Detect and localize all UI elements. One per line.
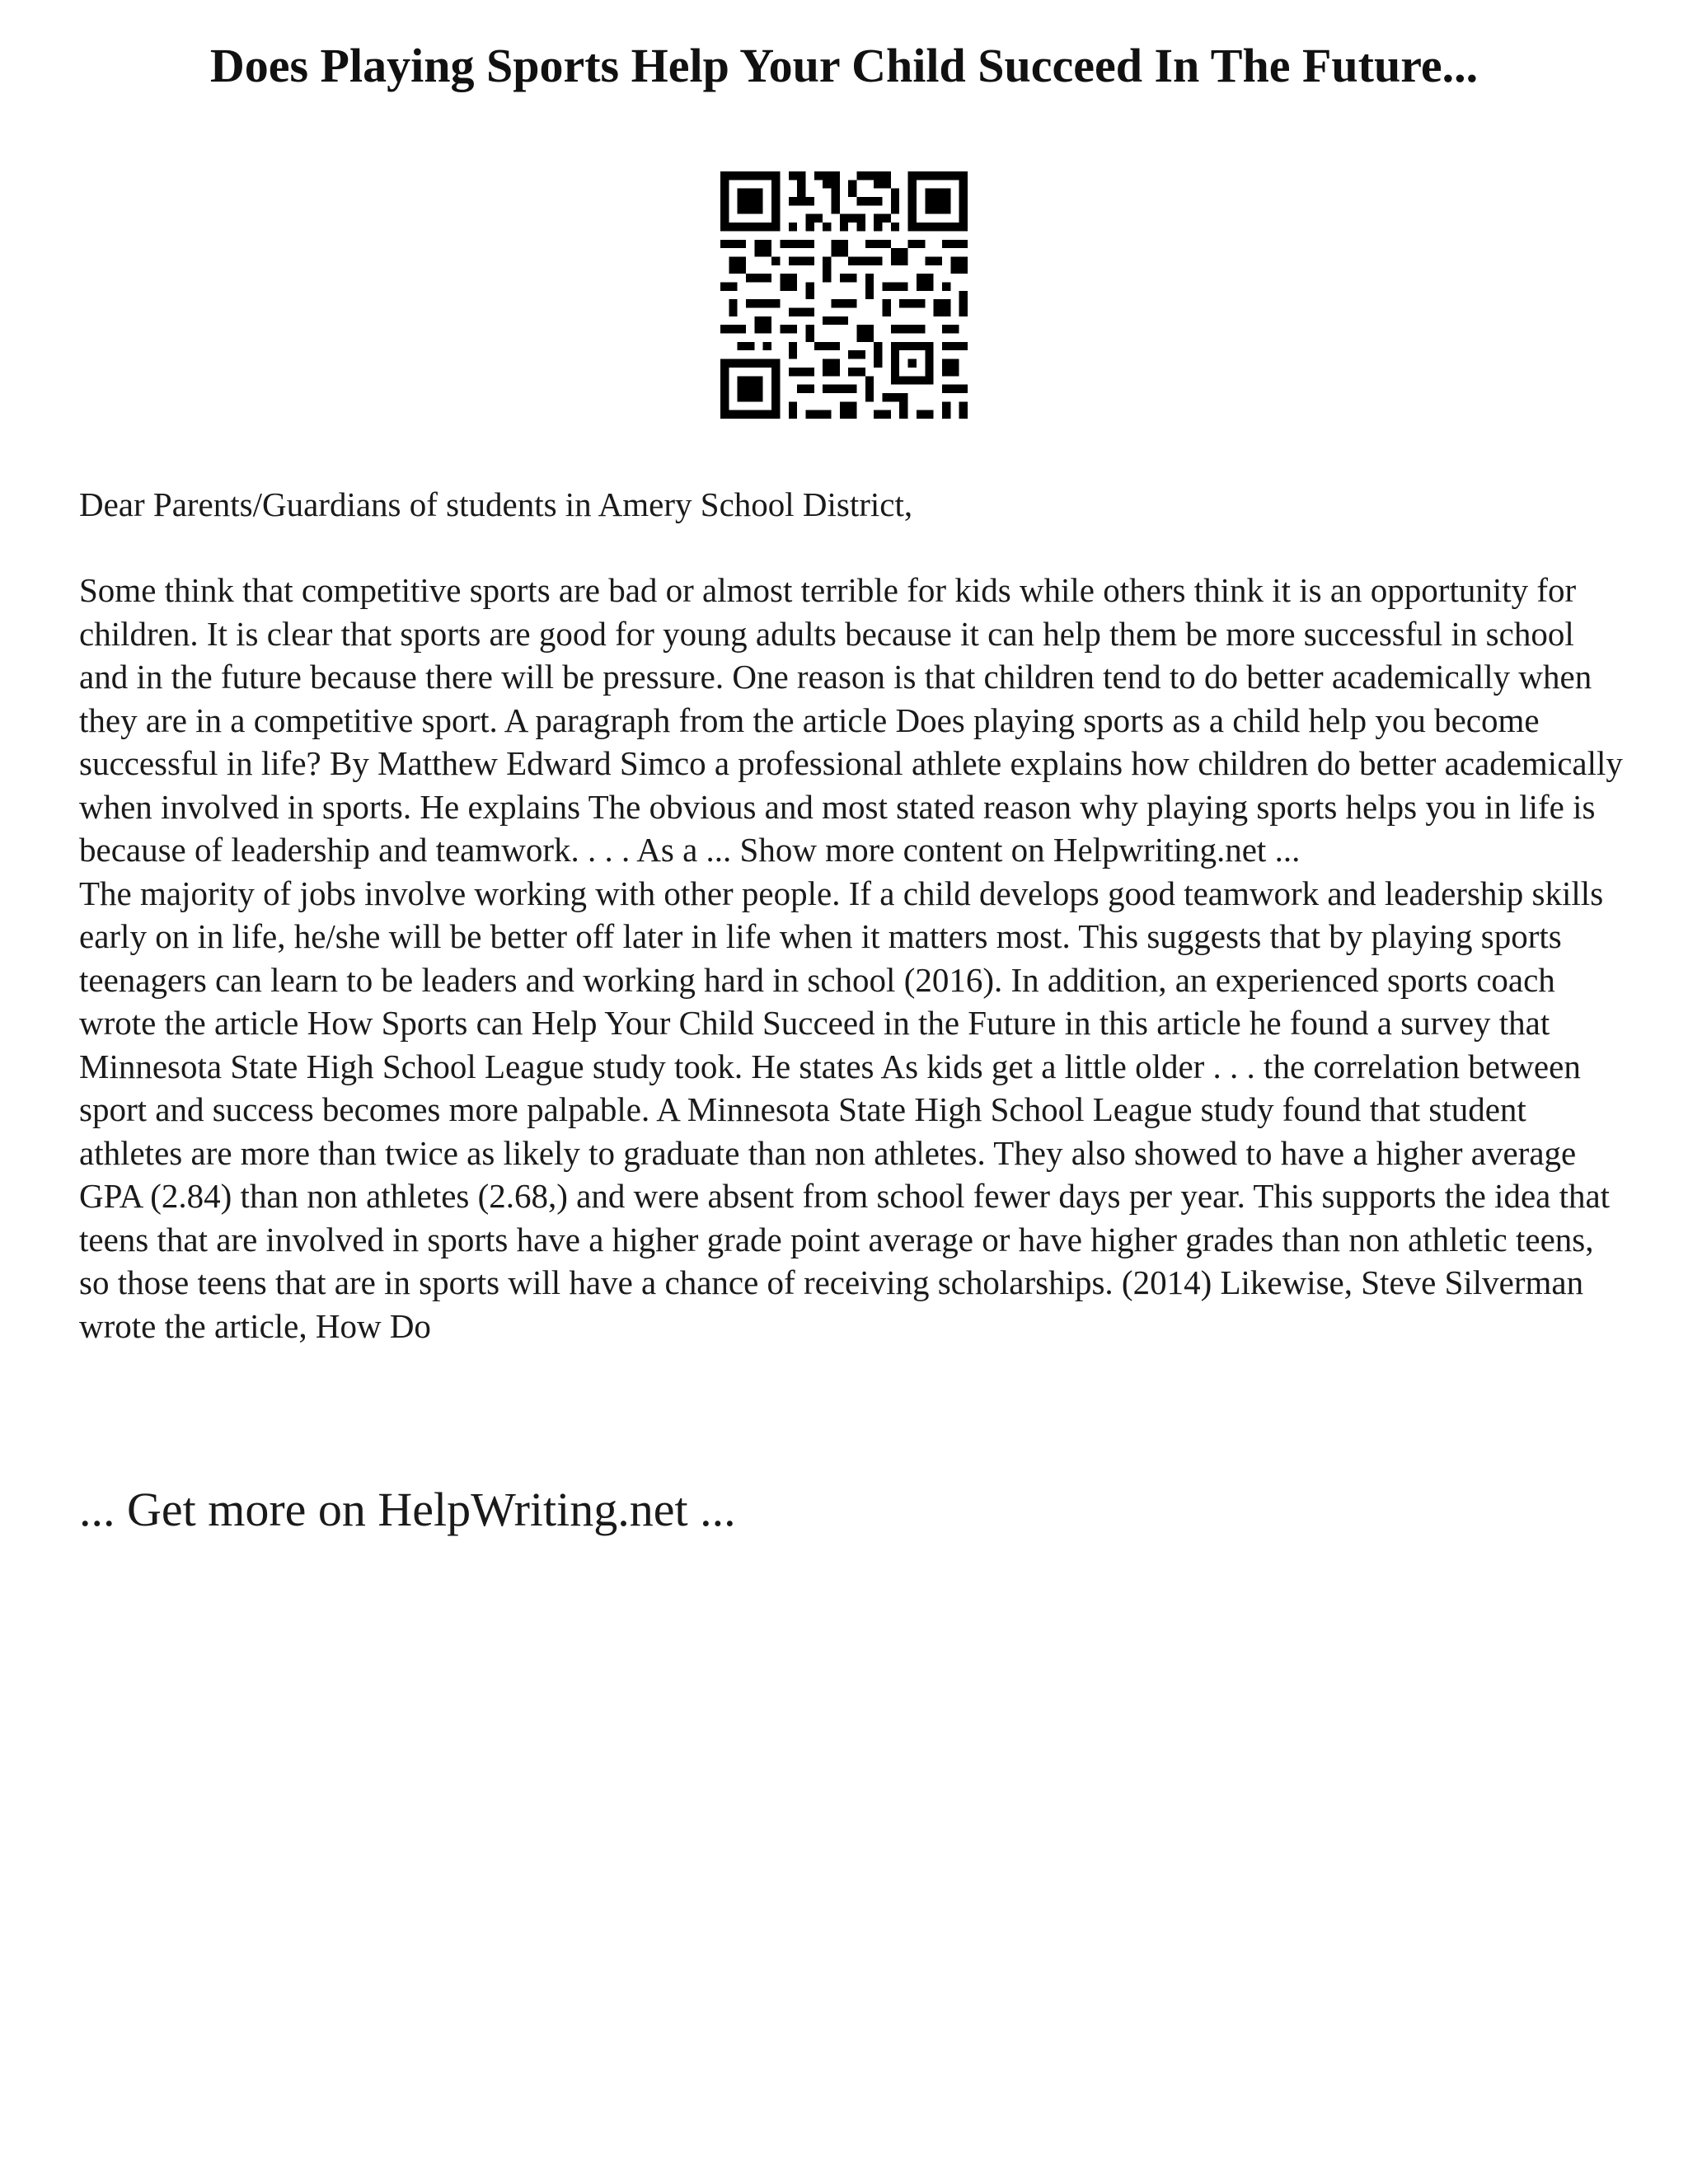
salutation: Dear Parents/Guardians of students in Amery School District,	[79, 485, 913, 523]
qr-code-icon	[720, 171, 968, 419]
page-title: Does Playing Sports Help Your Child Succeed In The Future...	[209, 39, 1479, 92]
body-paragraph: The majority of jobs involve working with other people. If a child develops good teamwork and leadership skills early on in life, he/she will be better off later in life when it matters most. This suggests that by playing sports teenagers can learn to be leaders and working hard in school (2016). In addition, an experienced sports coach wrote the article How Sports can Help Your Child Succeed in the Future in this article he found a survey that Minnesota State High School League study took. He states As kids get a little older . . . the correlation between sport and success becomes more palpable. A Minnesota State High School League study found that student athletes are more than twice as likely to graduate than non athletes. They also showed to have a higher average GPA (2.84) than non athletes (2.68,) and were absent from school fewer days per year. This supports the idea that teens that are involved in sports have a higher grade point average or have higher grades than non athletic teens, so those teens that are in sports will have a chance of receiving scholarships. (2014) Likewise, Steve Silverman wrote the article, How Do	[79, 874, 1611, 1345]
body-paragraph: Some think that competitive sports are bad or almost terrible for kids while others think it is an opportunity for children. It is clear that sports are good for young adults because it can help them be more successful in school and in the future because there will be pressure. One reason is that children tend to do better academically when they are in a competitive sport. A paragraph from the article Does playing sports as a child help you become successful in life? By Matthew Edward Simco a professional athlete explains how children do better academically when involved in sports. He explains The obvious and most stated reason why playing sports helps you in life is because of leadership and teamwork. . . . As a ... Show more content on Helpwriting.net ...	[79, 571, 1623, 869]
article-body	[79, 569, 1629, 1347]
get-more-link[interactable]: ... Get more on HelpWriting.net ...	[79, 1483, 736, 1536]
